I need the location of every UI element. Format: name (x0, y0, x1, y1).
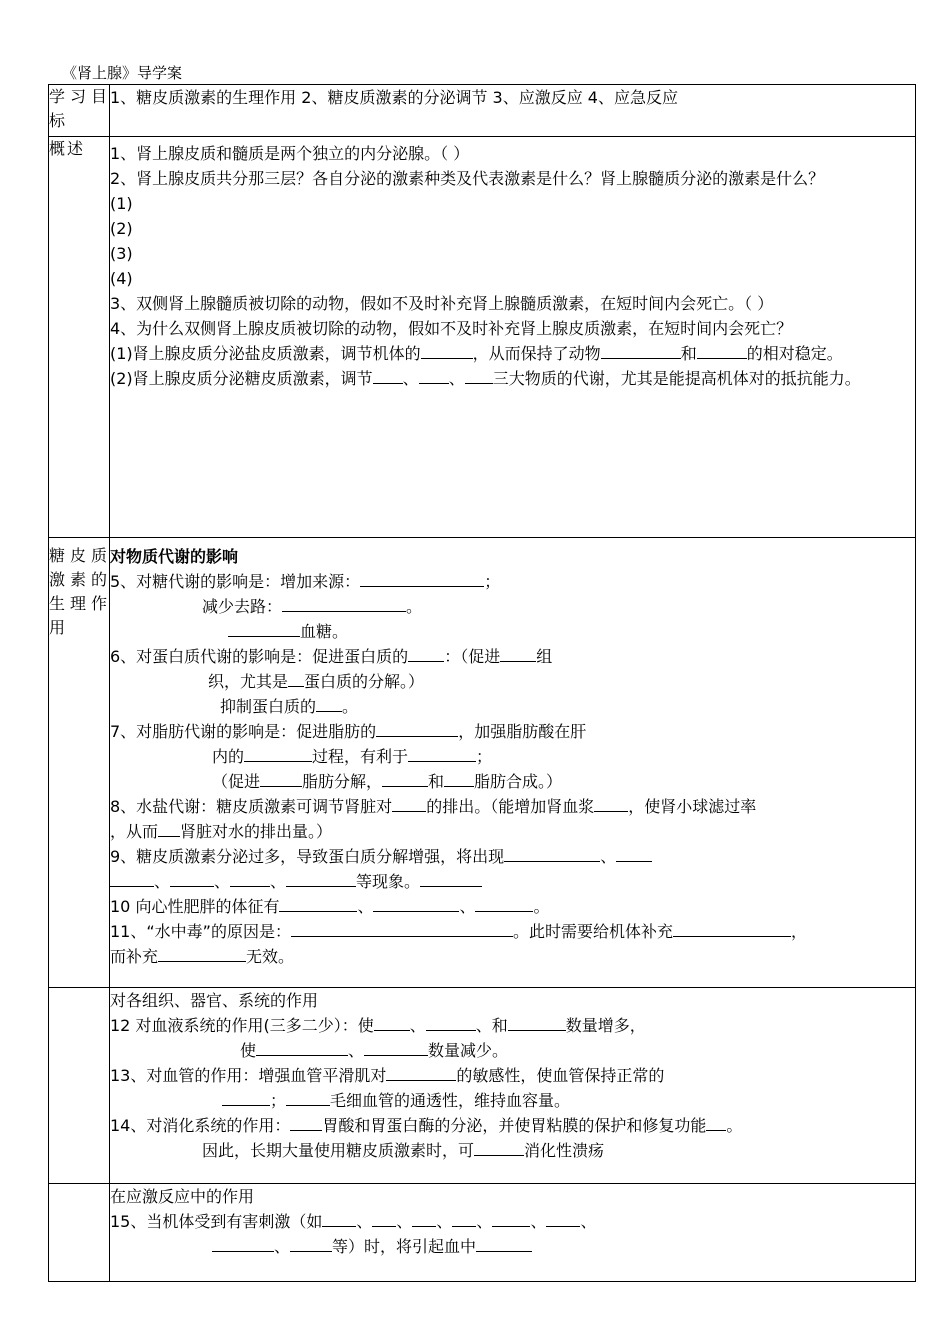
blank (158, 946, 246, 962)
blank (286, 1090, 330, 1106)
blank (279, 896, 357, 912)
blank (290, 1115, 322, 1131)
blank (382, 771, 428, 787)
blank (504, 846, 600, 862)
blank (373, 368, 403, 384)
blank (475, 896, 533, 912)
blank (386, 1065, 456, 1081)
question-1: 1、肾上腺皮质和髓质是两个独立的内分泌腺。（ ） (110, 144, 470, 163)
question-11: 11、“水中毒”的原因是： 。此时需要给机体补充 ， (110, 922, 807, 941)
answer-item-3: (3) (110, 244, 133, 263)
blank (412, 1211, 436, 1227)
blank (260, 771, 302, 787)
blank (408, 646, 444, 662)
blank (286, 871, 356, 887)
question-11-line-2: 而补充 无效。 (110, 947, 295, 966)
blank (444, 771, 474, 787)
blank (673, 921, 791, 937)
objectives-text: 1、糖皮质激素的生理作用 2、糖皮质激素的分泌调节 3、应激反应 4、应急反应 (110, 88, 678, 107)
blank (230, 871, 270, 887)
row-objectives (49, 85, 916, 137)
question-15-line-2: 、 等）时，将引起血中 (110, 1234, 915, 1259)
question-4-part-2: (2)肾上腺皮质分泌糖皮质激素，调节 、 、 三大物质的代谢，尤其是能提高机体对的抵抗能力。 (110, 369, 861, 388)
blank (288, 671, 304, 687)
blank (408, 746, 476, 762)
question-12: 12 对血液系统的作用(三多二少）：使 、 、和 数量增多， (110, 1016, 646, 1035)
label-stress (49, 1184, 110, 1282)
question-14: 14、对消化系统的作用： 胃酸和胃蛋白酶的分泌，并使胃粘膜的保护和修复功能 。 (110, 1116, 743, 1135)
question-8: 8、水盐代谢：糖皮质激素可调节肾脏对 的排出。（能增加肾血浆 ，使肾小球滤过率 (110, 797, 757, 816)
content-overview (110, 137, 916, 538)
row-organs (49, 988, 916, 1184)
question-6-line-3: 抑制蛋白质的 。 (220, 697, 359, 716)
blank (316, 696, 342, 712)
question-5-line-3: 血糖。 (110, 619, 915, 644)
blank (374, 1015, 410, 1031)
blank (697, 343, 747, 359)
answer-item-2: (2) (110, 219, 133, 238)
blank (420, 871, 482, 887)
label-objectives: 学习目标 (49, 85, 110, 137)
blank (228, 621, 300, 637)
blank (322, 1211, 356, 1227)
section-heading: 在应激反应中的作用 (110, 1187, 255, 1206)
blank (290, 1236, 332, 1252)
document-title: 《肾上腺》导学案 (62, 64, 183, 82)
question-10: 10 向心性肥胖的体征有 、 、 。 (110, 897, 550, 916)
question-12-line-2: 使 、 数量减少。 (240, 1041, 509, 1060)
label-metabolism: 糖皮质激素的生理作用 (49, 538, 110, 988)
blank (373, 896, 459, 912)
blank (212, 1236, 274, 1252)
question-15: 15、当机体受到有害刺激（如 、 、 、 、 、 、 (110, 1212, 597, 1231)
blank (392, 796, 426, 812)
blank (452, 1211, 476, 1227)
blank (282, 596, 406, 612)
label-overview: 概述 (49, 137, 110, 538)
blank (476, 1236, 532, 1252)
question-13: 13、对血管的作用：增强血管平滑肌对 的敏感性，使血管保持正常的 (110, 1066, 665, 1085)
answer-item-4: (4) (110, 269, 133, 288)
blank (426, 1015, 476, 1031)
question-9-line-2: 、 、 、 等现象。 (110, 869, 915, 894)
question-7-line-3: （促进 脂肪分解， 和 脂肪合成。） (212, 772, 563, 791)
row-overview (49, 137, 916, 538)
blank (500, 646, 536, 662)
question-8-line-2: ，从而 肾脏对水的排出量。） (110, 822, 333, 841)
blank (222, 1090, 270, 1106)
blank (110, 871, 154, 887)
question-5: 5、对糖代谢的影响是：增加来源： ； (110, 572, 501, 591)
content-objectives (110, 85, 916, 137)
blank (158, 821, 180, 837)
question-4: 4、为什么双侧肾上腺皮质被切除的动物，假如不及时补充肾上腺皮质激素，在短时间内会死亡？ (110, 319, 793, 338)
blank (256, 1040, 348, 1056)
question-2: 2、肾上腺皮质共分那三层？各自分泌的激素种类及代表激素是什么？肾上腺髓质分泌的激素是什么？ (110, 169, 825, 188)
blank (465, 368, 493, 384)
content-metabolism (110, 538, 916, 988)
blank (706, 1115, 726, 1131)
blank (601, 343, 681, 359)
question-6-line-2: 织，尤其是 蛋白质的分解。） (208, 672, 425, 691)
question-3: 3、双侧肾上腺髓质被切除的动物，假如不及时补充肾上腺髓质激素，在短时间内会死亡。（ ） (110, 294, 774, 313)
blank (170, 871, 214, 887)
blank (244, 746, 312, 762)
section-heading: 对物质代谢的影响 (110, 547, 239, 566)
blank (360, 571, 484, 587)
section-heading: 对各组织、器官、系统的作用 (110, 991, 319, 1010)
worksheet-table (48, 84, 916, 1282)
question-13-line-2: ； 毛细血管的通透性，维持血容量。 (110, 1088, 915, 1113)
row-stress (49, 1184, 916, 1282)
question-5-line-2: 减少去路： 。 (202, 597, 423, 616)
blank (291, 921, 513, 937)
blank (474, 1140, 524, 1156)
blank (419, 368, 449, 384)
question-6: 6、对蛋白质代谢的影响是：促进蛋白质的 ：（促进 组 (110, 647, 553, 666)
question-7-line-2: 内的 过程，有利于 ； (212, 747, 493, 766)
answer-item-1: (1) (110, 194, 133, 213)
question-7: 7、对脂肪代谢的影响是：促进脂肪的 ，加强脂肪酸在肝 (110, 722, 587, 741)
blank (364, 1040, 428, 1056)
label-organs (49, 988, 110, 1184)
question-4-part-1: (1)肾上腺皮质分泌盐皮质激素，调节机体的 ，从而保持了动物 和 的相对稳定。 (110, 344, 843, 363)
row-metabolism (49, 538, 916, 988)
content-organs (110, 988, 916, 1184)
blank (376, 721, 458, 737)
blank (492, 1211, 530, 1227)
question-14-line-2: 因此，长期大量使用糖皮质激素时，可 消化性溃疡 (202, 1141, 605, 1160)
content-stress (110, 1184, 916, 1282)
blank (372, 1211, 396, 1227)
blank (421, 343, 473, 359)
blank (546, 1211, 580, 1227)
blank (616, 846, 652, 862)
question-9: 9、糖皮质激素分泌过多，导致蛋白质分解增强，将出现 、 (110, 844, 915, 869)
blank (594, 796, 628, 812)
blank (508, 1015, 566, 1031)
